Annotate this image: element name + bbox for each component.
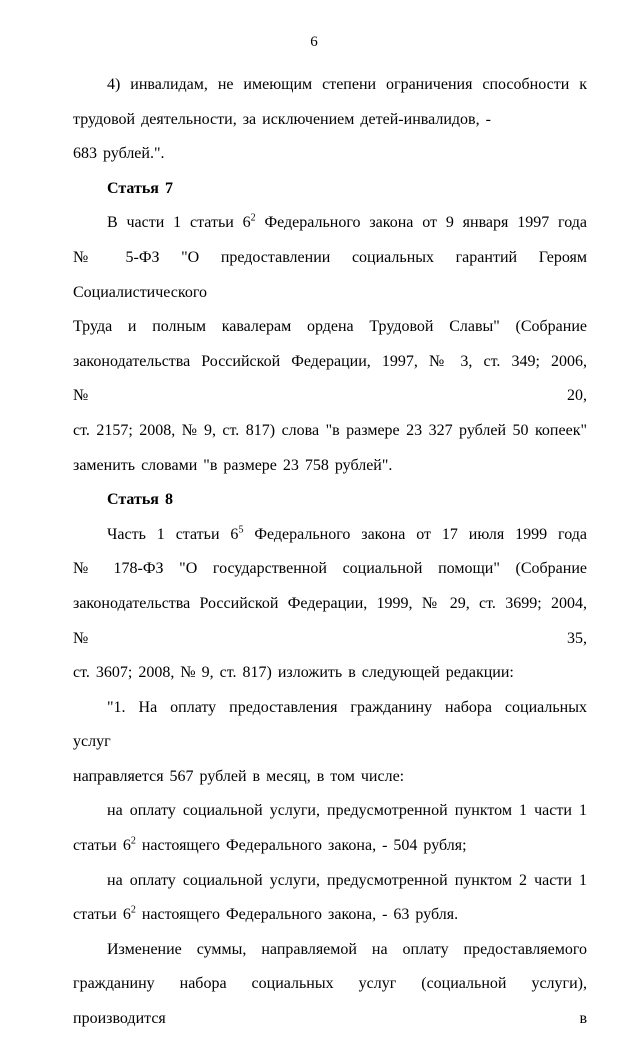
text-run: на оплату социальной услуги, предусмотренной пунктом 1 части 1 <box>107 802 587 820</box>
text-run: статьи 6 <box>73 837 131 855</box>
text-run: ст. 3607; 2008, № 9, ст. 817) изложить в следующей редакции: <box>73 664 514 682</box>
text-line <box>73 103 587 172</box>
article-heading <box>73 172 587 207</box>
text-line <box>73 933 587 968</box>
superscript-number: 2 <box>250 213 256 225</box>
text-run: Часть 1 статьи 6 <box>107 525 239 543</box>
text-line <box>73 587 587 656</box>
text-run: № 5-ФЗ "О предоставлении социальных гарантий Героям Социалистического <box>73 248 587 301</box>
text-run: трудовой деятельности, за исключением детей-инвалидов, - 683 рублей.". <box>73 110 491 163</box>
text-line <box>73 68 587 103</box>
text-run: Статья 8 <box>107 491 173 509</box>
text-line <box>73 967 587 1036</box>
text-line <box>73 345 587 414</box>
document-body <box>0 68 640 1037</box>
text-run: заменить словами "в размере 23 758 рублей". <box>73 456 393 474</box>
text-line <box>73 414 587 449</box>
superscript-number: 2 <box>130 904 136 916</box>
text-line <box>73 898 587 933</box>
text-run: Труда и полным кавалерам ордена Трудовой Славы" (Собрание <box>73 318 587 336</box>
document-page <box>0 32 640 1028</box>
text-run: законодательства Российской Федерации, 1997, № 3, ст. 349; 2006, № 20, <box>73 352 587 405</box>
text-run: настоящего Федерального закона, - 63 рубля. <box>135 906 459 924</box>
text-line <box>73 241 587 310</box>
superscript-number: 5 <box>238 524 244 536</box>
text-run: Федерального закона от 9 января 1997 года <box>255 214 587 232</box>
text-run: на оплату социальной услуги, предусмотренной пунктом 2 части 1 <box>107 871 587 889</box>
text-line <box>73 794 587 829</box>
article-heading <box>73 483 587 518</box>
text-run: статьи 6 <box>73 906 131 924</box>
text-run: ст. 2157; 2008, № 9, ст. 817) слова "в размере 23 327 рублей 50 копеек" <box>73 421 587 439</box>
text-run: законодательства Российской Федерации, 1999, № 29, ст. 3699; 2004, № 35, <box>73 594 587 647</box>
text-line <box>73 518 587 553</box>
text-line <box>73 656 587 691</box>
text-run: Федерального закона от 17 июля 1999 года <box>243 525 588 543</box>
superscript-number: 2 <box>130 835 136 847</box>
text-run: В части 1 статьи 6 <box>107 214 251 232</box>
text-run: № 178-ФЗ "О государственной социальной помощи" (Собрание <box>73 560 587 578</box>
text-line <box>73 829 587 864</box>
text-line <box>73 206 587 241</box>
text-run: направляется 567 рублей в месяц, в том числе: <box>73 767 405 785</box>
text-run: настоящего Федерального закона, - 504 рубля; <box>135 837 467 855</box>
text-run: "1. На оплату предоставления гражданину набора социальных услуг <box>73 698 587 751</box>
text-run: гражданину набора социальных услуг (социальной услуги), производится в <box>73 975 587 1028</box>
text-line <box>73 310 587 345</box>
text-line <box>73 552 587 587</box>
text-run: Статья 7 <box>107 179 173 197</box>
text-line <box>73 449 587 484</box>
text-line <box>73 760 587 795</box>
page-number: 6 <box>310 34 318 50</box>
text-line <box>73 691 587 760</box>
text-line <box>73 864 587 899</box>
text-run: Изменение суммы, направляемой на оплату предоставляемого <box>107 940 587 958</box>
text-run: 4) инвалидам, не имеющим степени ограничения способности к <box>107 76 587 93</box>
